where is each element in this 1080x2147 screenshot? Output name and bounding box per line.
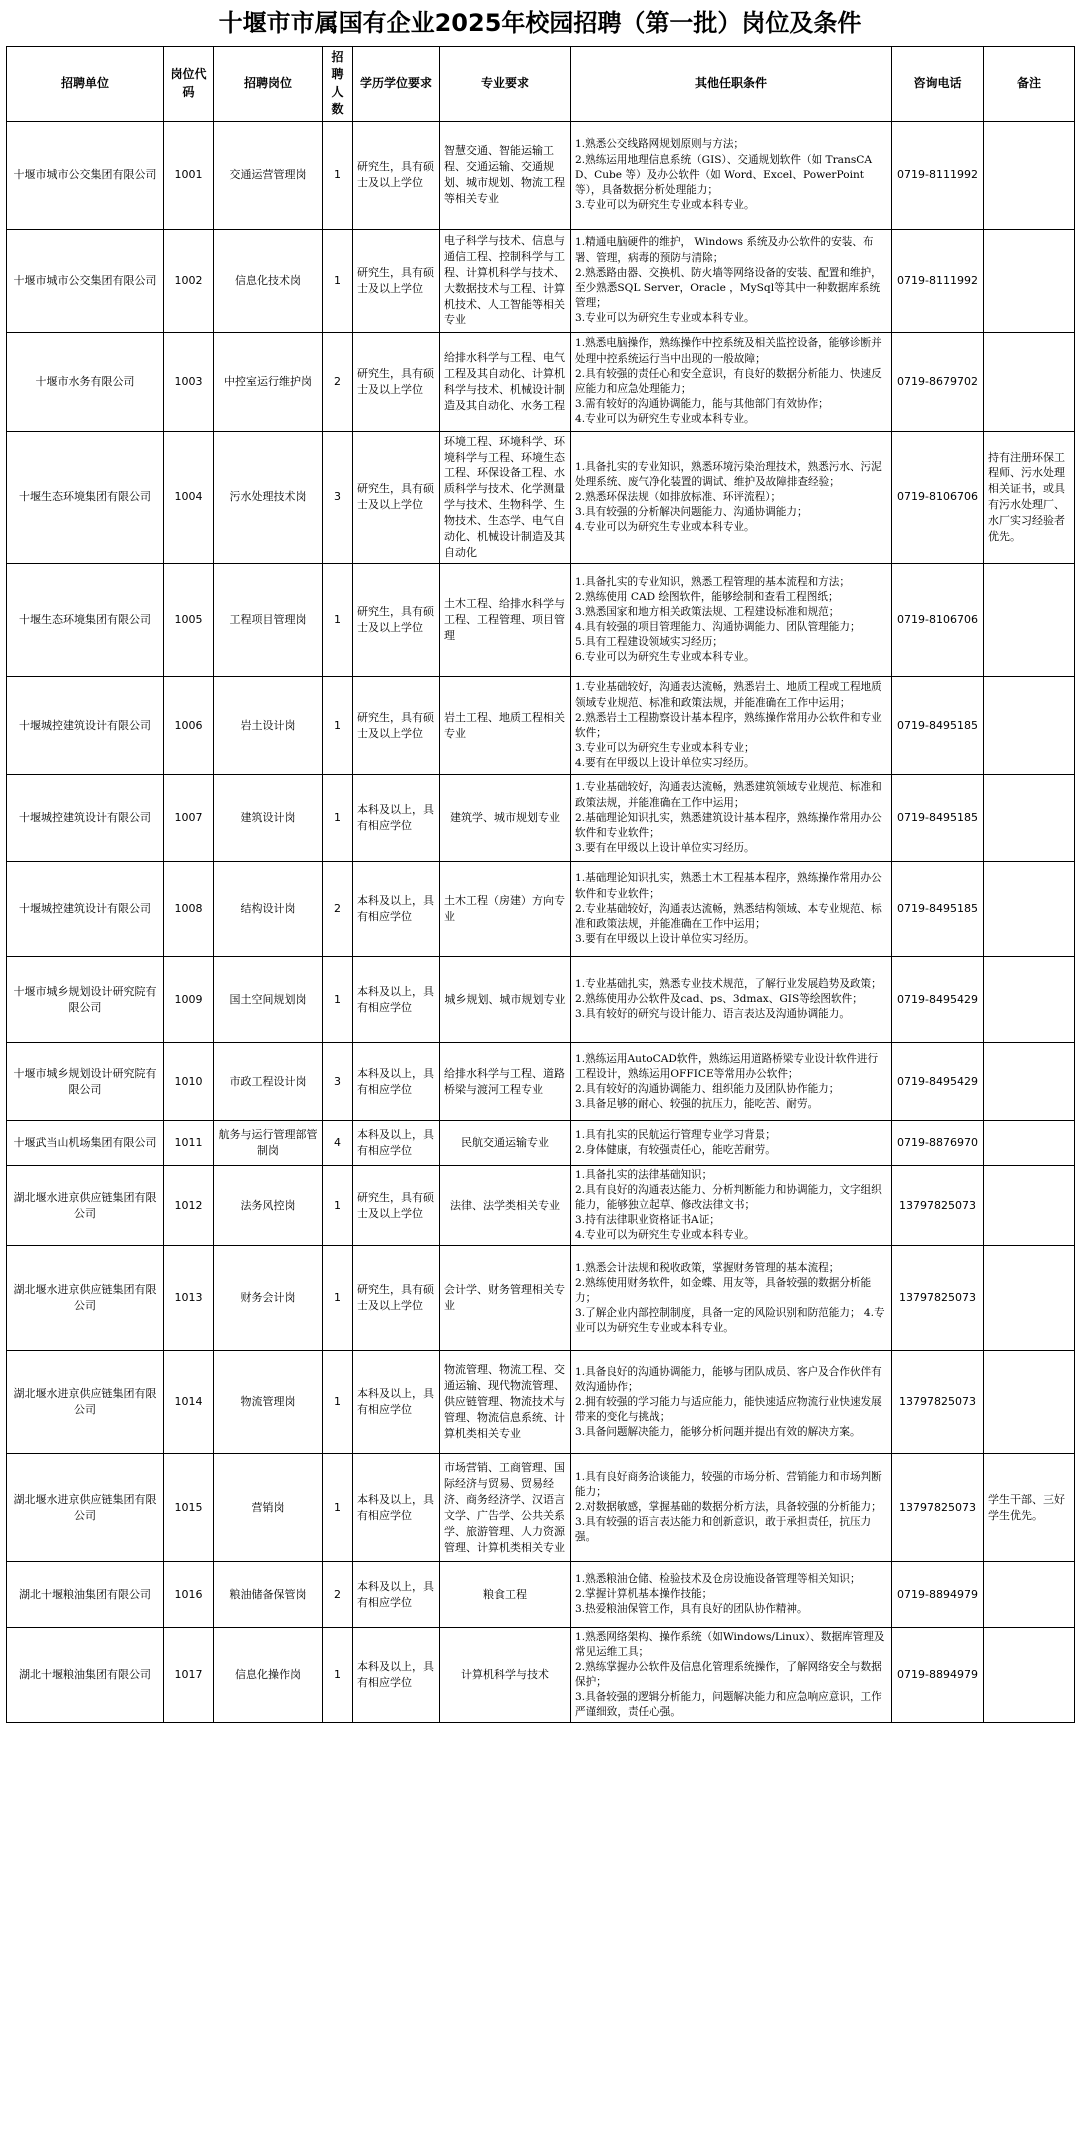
cell-count: 1 xyxy=(323,121,353,229)
cell-requirements: 1.熟悉粮油仓储、检验技术及仓房设施设备管理等相关知识； 2.掌握计算机基本操作技能； 3.热爱粮油保管工作，具有良好的团队协作精神。 xyxy=(571,1562,892,1628)
cell-post: 营销岗 xyxy=(214,1454,323,1562)
cell-code: 1009 xyxy=(164,957,214,1043)
cell-education: 本科及以上，具有相应学位 xyxy=(353,1351,440,1454)
cell-requirements: 1.熟练运用AutoCAD软件，熟练运用道路桥梁专业设计软件进行工程设计，熟练运用OFFICE等常用办公软件； 2.具有较好的沟通协调能力、组织能力及团队协作能力； 3.具备足够的耐心、较强的抗压力，能吃苦、耐劳。 xyxy=(571,1043,892,1121)
cell-major: 计算机科学与技术 xyxy=(440,1628,571,1723)
cell-code: 1008 xyxy=(164,862,214,957)
cell-note xyxy=(984,1246,1075,1351)
cell-unit: 湖北堰水进京供应链集团有限公司 xyxy=(7,1246,164,1351)
cell-count: 1 xyxy=(323,957,353,1043)
cell-code: 1006 xyxy=(164,677,214,775)
cell-post: 航务与运行管理部管制岗 xyxy=(214,1121,323,1166)
table-row xyxy=(7,229,1075,332)
cell-major: 粮食工程 xyxy=(440,1562,571,1628)
cell-note xyxy=(984,1121,1075,1166)
cell-phone: 0719-8111992 xyxy=(892,229,984,332)
cell-education: 研究生，具有硕士及以上学位 xyxy=(353,1246,440,1351)
cell-education: 本科及以上，具有相应学位 xyxy=(353,1454,440,1562)
cell-unit: 十堰市城乡规划设计研究院有限公司 xyxy=(7,1043,164,1121)
cell-requirements: 1.具备良好的沟通协调能力，能够与团队成员、客户及合作伙伴有效沟通协作； 2.拥有较强的学习能力与适应能力，能快速适应物流行业快速发展带来的变化与挑战； 3.具备问题解决能力，能够分析问题并提出有效的解决方案。 xyxy=(571,1351,892,1454)
cell-post: 结构设计岗 xyxy=(214,862,323,957)
header-code: 岗位代码 xyxy=(164,47,214,122)
cell-requirements: 1.具备扎实的法律基础知识； 2.具有良好的沟通表达能力、分析判断能力和协调能力，文字组织能力，能够独立起草、修改法律文书； 3.持有法律职业资格证书A证； 4.专业可以为研究生专业或本科专业。 xyxy=(571,1166,892,1246)
cell-requirements: 1.具有扎实的民航运行管理专业学习背景； 2.身体健康，有较强责任心，能吃苦耐劳。 xyxy=(571,1121,892,1166)
cell-post: 岩土设计岗 xyxy=(214,677,323,775)
header-major: 专业要求 xyxy=(440,47,571,122)
cell-education: 研究生，具有硕士及以上学位 xyxy=(353,332,440,431)
cell-phone: 0719-8876970 xyxy=(892,1121,984,1166)
cell-education: 研究生，具有硕士及以上学位 xyxy=(353,431,440,564)
cell-count: 1 xyxy=(323,1628,353,1723)
table-row xyxy=(7,1562,1075,1628)
cell-unit: 十堰城控建筑设计有限公司 xyxy=(7,775,164,862)
cell-unit: 十堰生态环境集团有限公司 xyxy=(7,431,164,564)
cell-requirements: 1.专业基础较好，沟通表达流畅，熟悉岩土、地质工程或工程地质领域专业规范、标准和政策法规，并能准确在工作中运用； 2.熟悉岩土工程勘察设计基本程序，熟练操作常用办公软件和专业软件； 3.专业可以为研究生专业或本科专业； 4.要有在甲级以上设计单位实习经历。 xyxy=(571,677,892,775)
cell-count: 3 xyxy=(323,431,353,564)
cell-post: 中控室运行维护岗 xyxy=(214,332,323,431)
cell-education: 本科及以上，具有相应学位 xyxy=(353,775,440,862)
cell-requirements: 1.具备扎实的专业知识，熟悉工程管理的基本流程和方法； 2.熟练使用 CAD 绘图软件，能够绘制和查看工程图纸； 3.熟悉国家和地方相关政策法规、工程建设标准和规范； 4.具有较强的项目管理能力、沟通协调能力、团队管理能力； 5.具有工程建设领域实习经历； 6.专业可以为研究生专业或本科专业。 xyxy=(571,564,892,677)
table-row xyxy=(7,332,1075,431)
cell-major: 土木工程（房建）方向专业 xyxy=(440,862,571,957)
cell-phone: 0719-8679702 xyxy=(892,332,984,431)
cell-note xyxy=(984,564,1075,677)
cell-post: 建筑设计岗 xyxy=(214,775,323,862)
cell-post: 国土空间规划岗 xyxy=(214,957,323,1043)
cell-unit: 湖北堰水进京供应链集团有限公司 xyxy=(7,1454,164,1562)
cell-education: 研究生，具有硕士及以上学位 xyxy=(353,677,440,775)
cell-phone: 13797825073 xyxy=(892,1454,984,1562)
cell-unit: 十堰市城市公交集团有限公司 xyxy=(7,121,164,229)
cell-major: 物流管理、物流工程、交通运输、现代物流管理、供应链管理、物流技术与管理、物流信息系统、计算机类相关专业 xyxy=(440,1351,571,1454)
cell-count: 1 xyxy=(323,775,353,862)
cell-requirements: 1.熟悉电脑操作，熟练操作中控系统及相关监控设备，能够诊断并处理中控系统运行当中出现的一般故障； 2.具有较强的责任心和安全意识，有良好的数据分析能力、快速反应能力和应急处理能力； 3.需有较好的沟通协调能力，能与其他部门有效协作； 4.专业可以为研究生专业或本科专业。 xyxy=(571,332,892,431)
cell-unit: 十堰市水务有限公司 xyxy=(7,332,164,431)
table-row xyxy=(7,431,1075,564)
cell-major: 法律、法学类相关专业 xyxy=(440,1166,571,1246)
table-row xyxy=(7,1246,1075,1351)
cell-major: 环境工程、环境科学、环境科学与工程、环境生态工程、环保设备工程、水质科学与技术、化学测量学与技术、生物科学、生物技术、生态学、电气自动化、机械设计制造及其自动化 xyxy=(440,431,571,564)
cell-phone: 0719-8495185 xyxy=(892,862,984,957)
cell-code: 1011 xyxy=(164,1121,214,1166)
table-row xyxy=(7,564,1075,677)
cell-requirements: 1.具备扎实的专业知识，熟悉环境污染治理技术，熟悉污水、污泥处理系统、废气净化装置的调试、维护及故障排查经验； 2.熟悉环保法规（如排放标准、环评流程）； 3.具有较强的分析解决问题能力、沟通协调能力； 4.专业可以为研究生专业或本科专业。 xyxy=(571,431,892,564)
cell-major: 民航交通运输专业 xyxy=(440,1121,571,1166)
cell-code: 1010 xyxy=(164,1043,214,1121)
cell-post: 信息化操作岗 xyxy=(214,1628,323,1723)
table-row xyxy=(7,1121,1075,1166)
cell-count: 1 xyxy=(323,1166,353,1246)
cell-count: 1 xyxy=(323,677,353,775)
header-requirements: 其他任职条件 xyxy=(571,47,892,122)
cell-post: 物流管理岗 xyxy=(214,1351,323,1454)
cell-note xyxy=(984,229,1075,332)
cell-code: 1012 xyxy=(164,1166,214,1246)
cell-requirements: 1.熟悉公交线路网规划原则与方法； 2.熟练运用地理信息系统（GIS）、交通规划软件（如 TransCAD、Cube 等）及办公软件（如 Word、Excel、PowerPoint 等），具备数据分析处理能力； 3.专业可以为研究生专业或本科专业。 xyxy=(571,121,892,229)
cell-code: 1015 xyxy=(164,1454,214,1562)
cell-unit: 湖北堰水进京供应链集团有限公司 xyxy=(7,1166,164,1246)
cell-unit: 湖北堰水进京供应链集团有限公司 xyxy=(7,1351,164,1454)
table-row xyxy=(7,1628,1075,1723)
cell-note xyxy=(984,677,1075,775)
cell-phone: 0719-8111992 xyxy=(892,121,984,229)
cell-major: 岩土工程、地质工程相关专业 xyxy=(440,677,571,775)
table-row xyxy=(7,121,1075,229)
cell-major: 给排水科学与工程、电气工程及其自动化、计算机科学与技术、机械设计制造及其自动化、水务工程 xyxy=(440,332,571,431)
cell-note xyxy=(984,121,1075,229)
header-note: 备注 xyxy=(984,47,1075,122)
cell-phone: 13797825073 xyxy=(892,1351,984,1454)
cell-post: 粮油储备保管岗 xyxy=(214,1562,323,1628)
table-row xyxy=(7,862,1075,957)
cell-code: 1003 xyxy=(164,332,214,431)
cell-note: 持有注册环保工程师、污水处理相关证书，或具有污水处理厂、水厂实习经验者优先。 xyxy=(984,431,1075,564)
table-row xyxy=(7,1166,1075,1246)
cell-note xyxy=(984,1562,1075,1628)
cell-education: 本科及以上，具有相应学位 xyxy=(353,1043,440,1121)
header-count: 招聘人数 xyxy=(323,47,353,122)
cell-unit: 十堰生态环境集团有限公司 xyxy=(7,564,164,677)
cell-note xyxy=(984,1351,1075,1454)
cell-code: 1014 xyxy=(164,1351,214,1454)
cell-post: 交通运营管理岗 xyxy=(214,121,323,229)
cell-count: 2 xyxy=(323,1562,353,1628)
cell-unit: 十堰城控建筑设计有限公司 xyxy=(7,677,164,775)
cell-post: 工程项目管理岗 xyxy=(214,564,323,677)
cell-phone: 0719-8495185 xyxy=(892,677,984,775)
cell-code: 1016 xyxy=(164,1562,214,1628)
cell-code: 1017 xyxy=(164,1628,214,1723)
cell-post: 法务风控岗 xyxy=(214,1166,323,1246)
cell-count: 3 xyxy=(323,1043,353,1121)
header-education: 学历学位要求 xyxy=(353,47,440,122)
cell-code: 1004 xyxy=(164,431,214,564)
cell-code: 1002 xyxy=(164,229,214,332)
cell-note xyxy=(984,1166,1075,1246)
table-row xyxy=(7,1351,1075,1454)
cell-unit: 湖北十堰粮油集团有限公司 xyxy=(7,1628,164,1723)
cell-post: 市政工程设计岗 xyxy=(214,1043,323,1121)
cell-post: 污水处理技术岗 xyxy=(214,431,323,564)
cell-note xyxy=(984,1628,1075,1723)
cell-count: 2 xyxy=(323,862,353,957)
cell-education: 本科及以上，具有相应学位 xyxy=(353,1562,440,1628)
cell-phone: 0719-8495429 xyxy=(892,957,984,1043)
cell-major: 土木工程、给排水科学与工程、工程管理、项目管理 xyxy=(440,564,571,677)
cell-count: 1 xyxy=(323,1246,353,1351)
cell-note xyxy=(984,332,1075,431)
cell-education: 研究生，具有硕士及以上学位 xyxy=(353,229,440,332)
cell-phone: 0719-8106706 xyxy=(892,431,984,564)
cell-requirements: 1.具有良好商务洽谈能力，较强的市场分析、营销能力和市场判断能力； 2.对数据敏感，掌握基础的数据分析方法，具备较强的分析能力； 3.具有较强的语言表达能力和创新意识，敢于承担责任，抗压力强。 xyxy=(571,1454,892,1562)
cell-education: 研究生，具有硕士及以上学位 xyxy=(353,121,440,229)
cell-code: 1007 xyxy=(164,775,214,862)
cell-note xyxy=(984,862,1075,957)
cell-code: 1005 xyxy=(164,564,214,677)
cell-count: 1 xyxy=(323,564,353,677)
cell-requirements: 1.专业基础扎实，熟悉专业技术规范，了解行业发展趋势及政策； 2.熟练使用办公软件及cad、ps、3dmax、GIS等绘图软件； 3.具有较好的研究与设计能力、语言表达及沟通协调能力。 xyxy=(571,957,892,1043)
cell-count: 1 xyxy=(323,229,353,332)
cell-note xyxy=(984,775,1075,862)
cell-requirements: 1.熟悉会计法规和税收政策，掌握财务管理的基本流程； 2.熟练使用财务软件，如金蝶、用友等，具备较强的数据分析能力； 3.了解企业内部控制制度，具备一定的风险识别和防范能力； 4.专业可以为研究生专业或本科专业。 xyxy=(571,1246,892,1351)
cell-phone: 13797825073 xyxy=(892,1166,984,1246)
cell-education: 本科及以上，具有相应学位 xyxy=(353,1121,440,1166)
cell-phone: 13797825073 xyxy=(892,1246,984,1351)
header-phone: 咨询电话 xyxy=(892,47,984,122)
cell-major: 建筑学、城市规划专业 xyxy=(440,775,571,862)
cell-unit: 湖北十堰粮油集团有限公司 xyxy=(7,1562,164,1628)
cell-note: 学生干部、三好学生优先。 xyxy=(984,1454,1075,1562)
cell-education: 本科及以上，具有相应学位 xyxy=(353,1628,440,1723)
cell-post: 信息化技术岗 xyxy=(214,229,323,332)
cell-phone: 0719-8106706 xyxy=(892,564,984,677)
cell-note xyxy=(984,957,1075,1043)
document-title: 十堰市市属国有企业2025年校园招聘（第一批）岗位及条件 xyxy=(218,9,862,37)
recruitment-table xyxy=(6,46,1075,1723)
cell-major: 会计学、财务管理相关专业 xyxy=(440,1246,571,1351)
cell-requirements: 1.基础理论知识扎实，熟悉土木工程基本程序，熟练操作常用办公软件和专业软件； 2.专业基础较好，沟通表达流畅，熟悉结构领域、本专业规范、标准和政策法规，并能准确在工作中运用； 3.要有在甲级以上设计单位实习经历。 xyxy=(571,862,892,957)
cell-unit: 十堰市城市公交集团有限公司 xyxy=(7,229,164,332)
cell-phone: 0719-8495185 xyxy=(892,775,984,862)
cell-count: 1 xyxy=(323,1454,353,1562)
cell-major: 市场营销、工商管理、国际经济与贸易、贸易经济、商务经济学、汉语言文学、广告学、公共关系学、旅游管理、人力资源管理、计算机类相关专业 xyxy=(440,1454,571,1562)
cell-post: 财务会计岗 xyxy=(214,1246,323,1351)
cell-education: 本科及以上，具有相应学位 xyxy=(353,957,440,1043)
cell-phone: 0719-8894979 xyxy=(892,1628,984,1723)
cell-requirements: 1.专业基础较好，沟通表达流畅，熟悉建筑领域专业规范、标准和政策法规，并能准确在工作中运用； 2.基础理论知识扎实，熟悉建筑设计基本程序，熟练操作常用办公软件和专业软件； 3.要有在甲级以上设计单位实习经历。 xyxy=(571,775,892,862)
cell-education: 本科及以上，具有相应学位 xyxy=(353,862,440,957)
cell-phone: 0719-8894979 xyxy=(892,1562,984,1628)
cell-requirements: 1.熟悉网络架构、操作系统（如Windows/Linux）、数据库管理及常见运维工具； 2.熟练掌握办公软件及信息化管理系统操作，了解网络安全与数据保护； 3.具备较强的逻辑分析能力，问题解决能力和应急响应意识，工作严谨细致，责任心强。 xyxy=(571,1628,892,1723)
cell-phone: 0719-8495429 xyxy=(892,1043,984,1121)
table-row xyxy=(7,1043,1075,1121)
cell-education: 研究生，具有硕士及以上学位 xyxy=(353,564,440,677)
cell-count: 1 xyxy=(323,1351,353,1454)
cell-code: 1013 xyxy=(164,1246,214,1351)
table-row xyxy=(7,775,1075,862)
cell-requirements: 1.精通电脑硬件的维护， Windows 系统及办公软件的安装、布署、管理，病毒的预防与清除； 2.熟悉路由器、交换机、防火墙等网络设备的安装、配置和维护，至少熟悉SQL Server，Oracle ，MySql等其中一种数据库系统管理； 3.专业可以为研究生专业或本科专业。 xyxy=(571,229,892,332)
header-unit: 招聘单位 xyxy=(7,47,164,122)
table-row xyxy=(7,957,1075,1043)
table-row xyxy=(7,677,1075,775)
cell-major: 智慧交通、智能运输工程、交通运输、交通规划、城市规划、物流工程等相关专业 xyxy=(440,121,571,229)
header-row xyxy=(7,47,1075,122)
cell-count: 2 xyxy=(323,332,353,431)
cell-unit: 十堰武当山机场集团有限公司 xyxy=(7,1121,164,1166)
cell-education: 研究生，具有硕士及以上学位 xyxy=(353,1166,440,1246)
cell-note xyxy=(984,1043,1075,1121)
cell-unit: 十堰市城乡规划设计研究院有限公司 xyxy=(7,957,164,1043)
cell-major: 电子科学与技术、信息与通信工程、控制科学与工程、计算机科学与技术、大数据技术与工程、计算机技术、人工智能等相关专业 xyxy=(440,229,571,332)
cell-major: 城乡规划、城市规划专业 xyxy=(440,957,571,1043)
cell-code: 1001 xyxy=(164,121,214,229)
header-post: 招聘岗位 xyxy=(214,47,323,122)
table-row xyxy=(7,1454,1075,1562)
cell-count: 4 xyxy=(323,1121,353,1166)
cell-major: 给排水科学与工程、道路桥梁与渡河工程专业 xyxy=(440,1043,571,1121)
cell-unit: 十堰城控建筑设计有限公司 xyxy=(7,862,164,957)
